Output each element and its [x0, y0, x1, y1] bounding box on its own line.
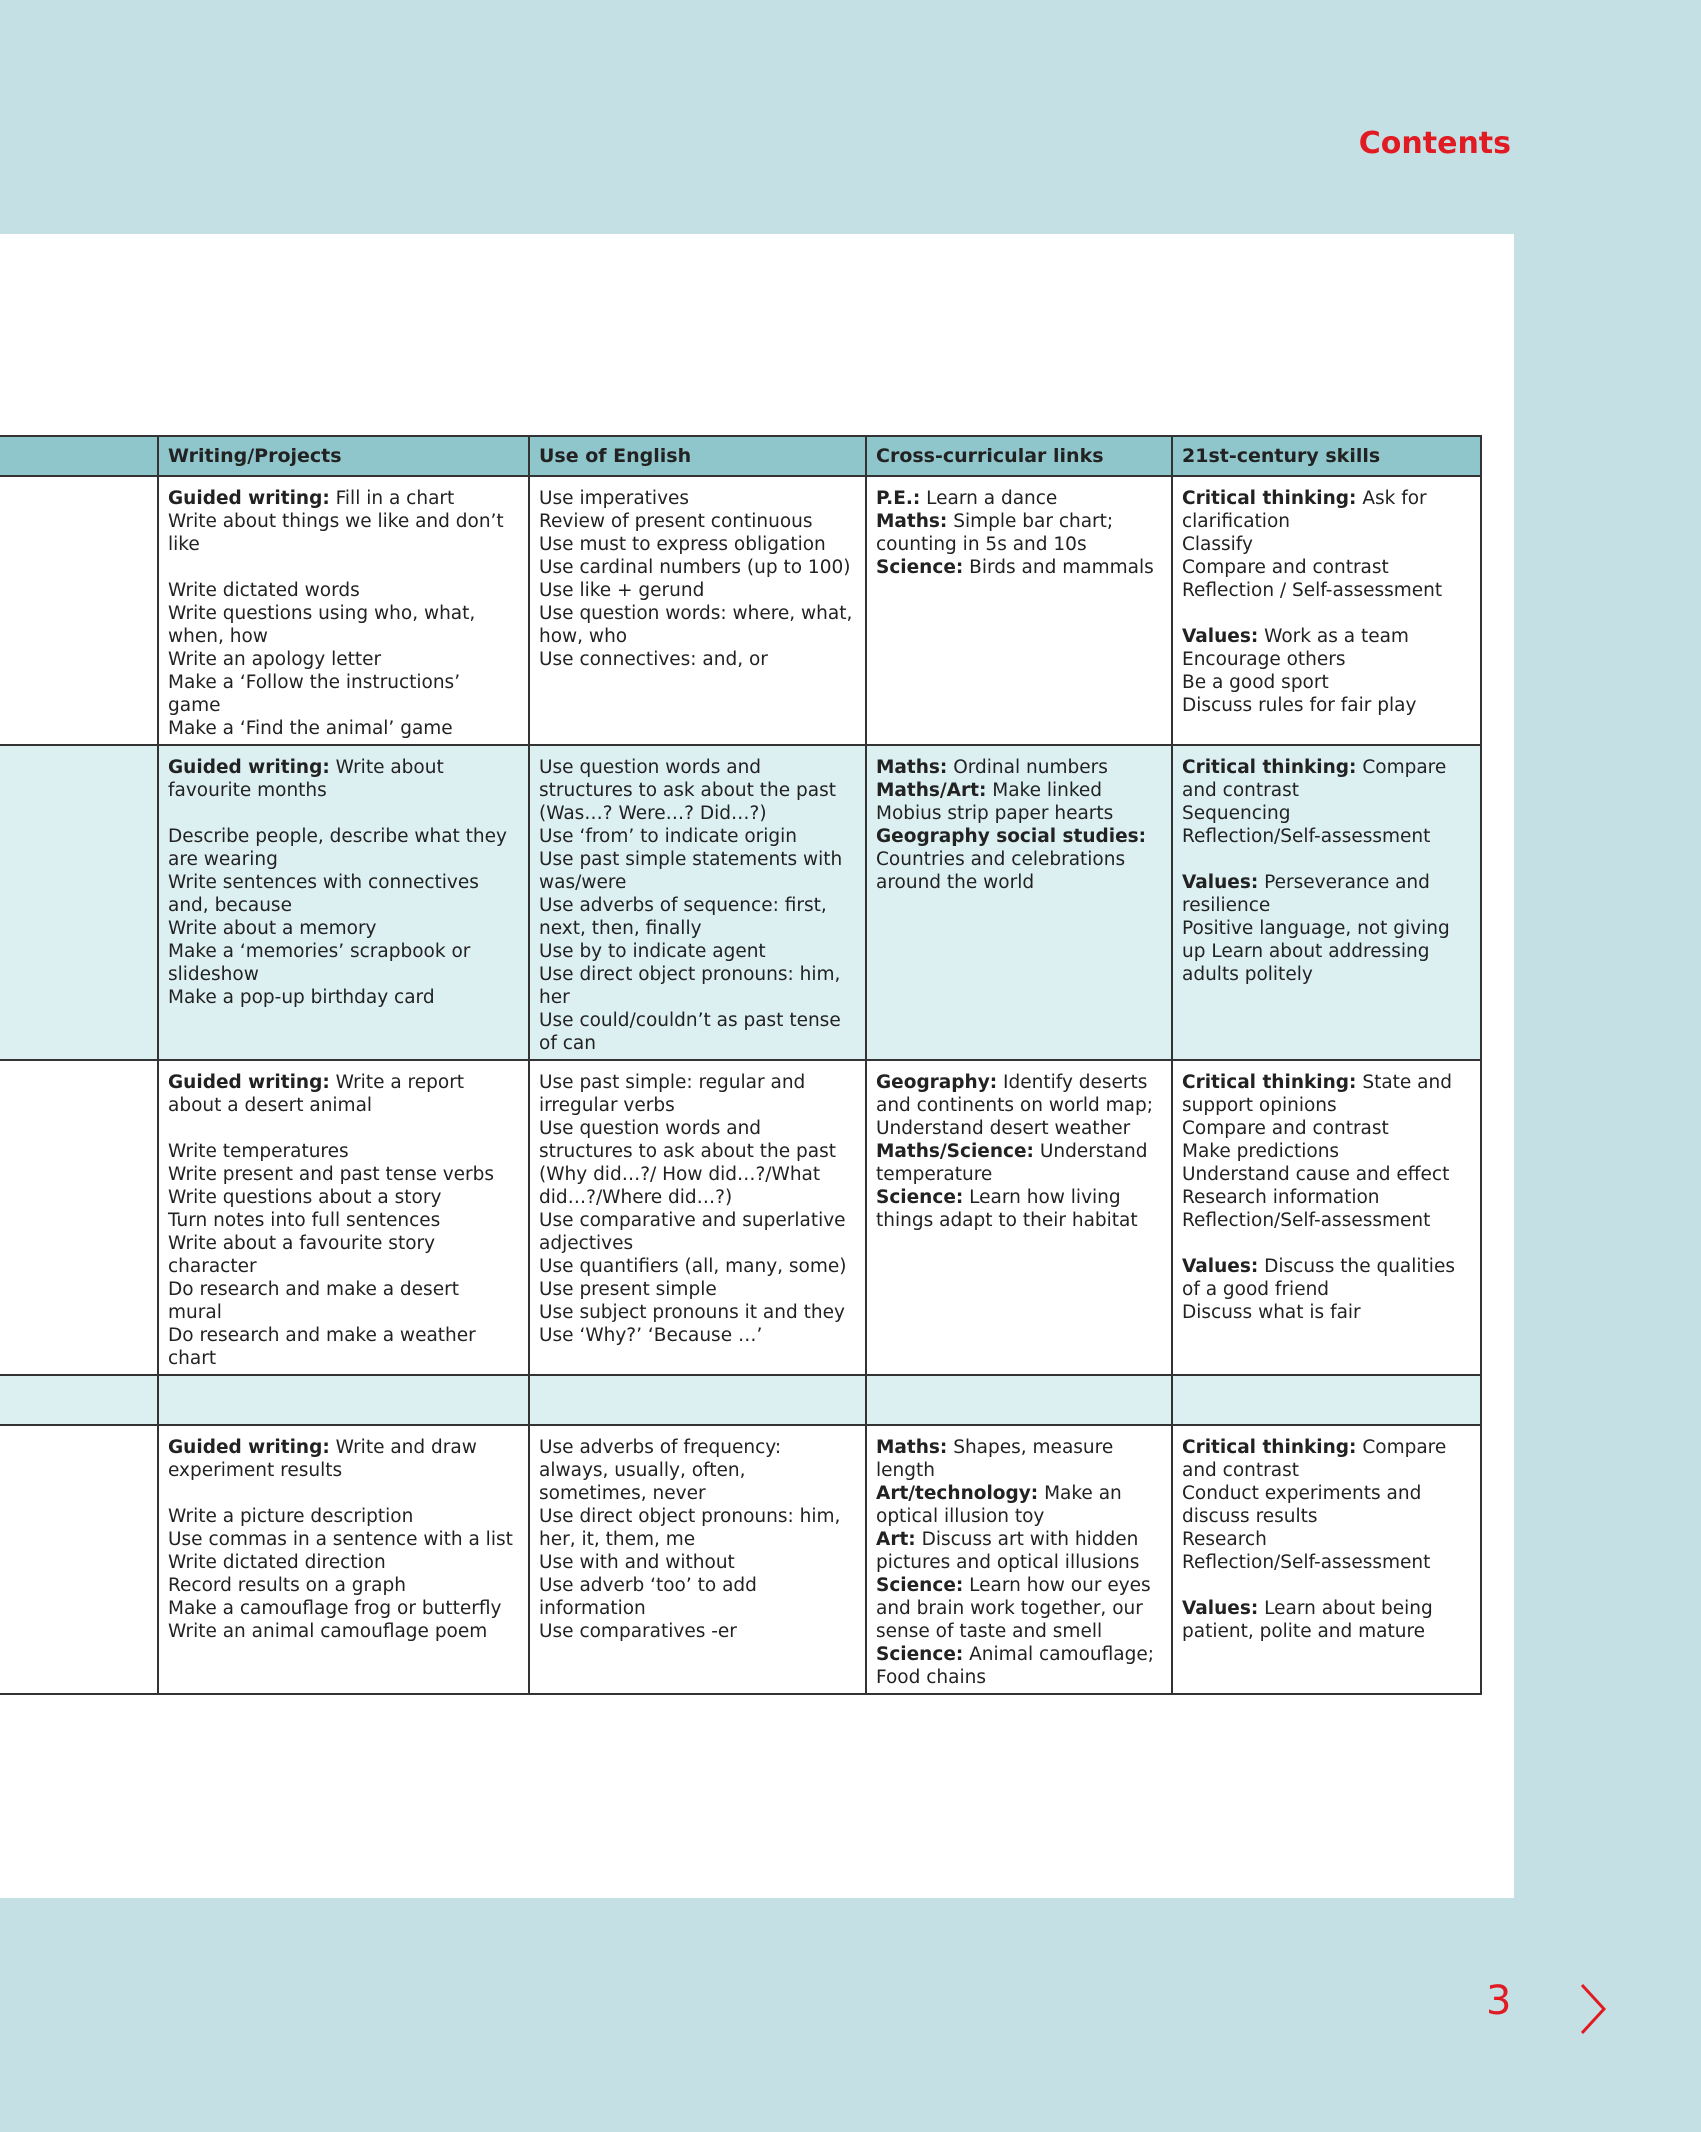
cell-line: [539, 1117, 855, 1209]
cell-line: [168, 1186, 518, 1209]
cell-line-text: Conduct experiments and discuss results: [1182, 1483, 1422, 1527]
cell-line-text: Shapes, measure length: [876, 1437, 1114, 1481]
cell-line-label: Guided writing:: [168, 488, 330, 509]
cell-line-label: Values:: [1182, 872, 1259, 893]
cell-line-text: Use adverb ‘too’ to add information: [539, 1575, 757, 1619]
cell-line: [539, 1071, 855, 1117]
cell-line-text: Reflection / Self-assessment: [1182, 580, 1443, 601]
cell-line-text: Use question words and structures to ask about the past (Why did…?/ How did…?/What did…?/Where did…?): [539, 1118, 836, 1208]
cell-line: [539, 487, 855, 510]
cell-use-of-english: [529, 1375, 866, 1425]
cell-line-text: Use connectives: and, or: [539, 649, 768, 670]
cell-line-text: Use could/couldn’t as past tense of can: [539, 1010, 841, 1054]
cell-line: [1182, 1301, 1470, 1324]
cell-line-text: Reflection/Self-assessment: [1182, 1552, 1431, 1573]
cell-line-text: Learn about being patient, polite and mature: [1182, 1598, 1433, 1642]
cell-line-text: Perseverance and resilience: [1182, 872, 1430, 916]
cell-line: [1182, 1163, 1470, 1186]
cell-line-text: Write a report about a desert animal: [168, 1072, 465, 1116]
header-cell-cross-curricular: Cross-curricular links: [866, 436, 1172, 476]
cell-line: [1182, 487, 1470, 533]
cell-line-label: Art:: [876, 1529, 916, 1550]
cell-line-text: Learn how our eyes and brain work together, our sense of taste and smell: [876, 1575, 1151, 1642]
cell-line-text: Understand temperature: [876, 1141, 1148, 1185]
cell-cross-curricular: [866, 1425, 1172, 1694]
cell-line: [168, 671, 518, 717]
cell-line-text: Use past simple: regular and irregular verbs: [539, 1072, 806, 1116]
cell-line: [539, 1436, 855, 1505]
cell-line: [168, 756, 518, 802]
header-cell-unit: [0, 436, 158, 476]
cell-line-text: Write about a memory: [168, 918, 377, 939]
chevron-right-icon: [1578, 1982, 1608, 2036]
cell-line: [876, 779, 1161, 825]
cell-line-label: Science:: [876, 1644, 964, 1665]
cell-line-text: Encourage others: [1182, 649, 1346, 670]
cell-line: [876, 1528, 1161, 1574]
cell-line: [539, 1551, 855, 1574]
cell-line-text: Make a camouflage frog or butterfly: [168, 1598, 502, 1619]
cell-unit: [0, 476, 158, 745]
cell-line-text: Use ‘from’ to indicate origin: [539, 826, 798, 847]
page-number: 3: [1486, 1978, 1512, 2024]
cell-line-text: Use ‘Why?’ ‘Because …’: [539, 1325, 763, 1346]
cell-line-label: Maths:: [876, 757, 948, 778]
cell-line-text: Write a picture description: [168, 1506, 414, 1527]
cell-line: [876, 556, 1161, 579]
cell-line-text: Simple bar chart; counting in 5s and 10s: [876, 511, 1114, 555]
cell-line-text: Make a ‘memories’ scrapbook or slideshow: [168, 941, 471, 985]
cell-line: [539, 1278, 855, 1301]
cell-line: [168, 940, 518, 986]
cell-line: [1182, 1551, 1470, 1574]
cell-line-label: P.E.:: [876, 488, 921, 509]
table-row: [0, 1425, 1481, 1694]
line-gap: [1182, 1232, 1470, 1255]
cell-line: [1182, 1117, 1470, 1140]
cell-line-text: Compare and contrast: [1182, 757, 1447, 801]
cell-line: [168, 648, 518, 671]
cell-line: [539, 533, 855, 556]
cell-line: [876, 1643, 1161, 1689]
cell-line-label: Critical thinking:: [1182, 1072, 1357, 1093]
cell-line-text: Compare and contrast: [1182, 1437, 1447, 1481]
line-gap: [1182, 848, 1470, 871]
cell-line: [876, 510, 1161, 556]
cell-line: [168, 825, 518, 871]
cell-use-of-english: [529, 1060, 866, 1375]
table-body: [0, 476, 1481, 1694]
cell-line-text: Reflection/Self-assessment: [1182, 826, 1431, 847]
cell-skills: [1172, 745, 1481, 1060]
cell-line-text: Research information: [1182, 1187, 1380, 1208]
syllabus-table-wrap: [0, 435, 1482, 1695]
cell-writing-projects: [158, 1375, 529, 1425]
cell-line-label: Guided writing:: [168, 1072, 330, 1093]
cell-line-text: Reflection/Self-assessment: [1182, 1210, 1431, 1231]
cell-line-text: Write sentences with connectives and, because: [168, 872, 479, 916]
cell-line-label: Geography:: [876, 1072, 998, 1093]
cell-line: [539, 1324, 855, 1347]
cell-line: [539, 579, 855, 602]
header-cell-writing-projects: Writing/Projects: [158, 436, 529, 476]
cell-line-text: Use imperatives: [539, 488, 690, 509]
cell-line: [1182, 1528, 1470, 1551]
cell-line-text: Countries and celebrations around the world: [876, 849, 1126, 893]
cell-line: [1182, 671, 1470, 694]
cell-line: [539, 1301, 855, 1324]
cell-line: [1182, 1482, 1470, 1528]
cell-line-text: Write an apology letter: [168, 649, 382, 670]
cell-line-text: Make predictions: [1182, 1141, 1340, 1162]
cell-line-text: Use present simple: [539, 1279, 717, 1300]
cell-line-text: Write about favourite months: [168, 757, 444, 801]
cell-line: [876, 1436, 1161, 1482]
cell-line-text: Record results on a graph: [168, 1575, 406, 1596]
cell-line: [168, 1140, 518, 1163]
cell-line: [168, 986, 518, 1009]
cell-line: [1182, 756, 1470, 802]
next-page-button[interactable]: [1578, 1982, 1608, 2036]
cell-line: [1182, 533, 1470, 556]
cell-line: [168, 1163, 518, 1186]
cell-line: [1182, 694, 1470, 717]
cell-line: [876, 1140, 1161, 1186]
cell-line-text: Write about things we like and don’t like: [168, 511, 504, 555]
cell-line-label: Critical thinking:: [1182, 488, 1357, 509]
cell-line-text: Use past simple statements with was/were: [539, 849, 843, 893]
cell-line: [876, 1071, 1161, 1140]
cell-line-text: Compare and contrast: [1182, 557, 1389, 578]
cell-line: [1182, 625, 1470, 648]
cell-line: [539, 556, 855, 579]
cell-line-text: Write dictated words: [168, 580, 360, 601]
cell-line-text: Use question words and structures to ask about the past (Was…? Were…? Did…?): [539, 757, 836, 824]
cell-line: [876, 487, 1161, 510]
cell-cross-curricular: [866, 745, 1172, 1060]
cell-line-text: Learn a dance: [920, 488, 1058, 509]
cell-line: [168, 1551, 518, 1574]
cell-line-text: Sequencing: [1182, 803, 1291, 824]
cell-line: [539, 963, 855, 1009]
table-header-row: [0, 436, 1481, 476]
table-row: [0, 476, 1481, 745]
header-cell-use-of-english: Use of English: [529, 436, 866, 476]
cell-line-text: Use with and without: [539, 1552, 735, 1573]
line-gap: [168, 1482, 518, 1505]
cell-line-text: Do research and make a desert mural: [168, 1279, 459, 1323]
line-gap: [168, 802, 518, 825]
cell-line: [168, 1209, 518, 1232]
cell-line-text: Use subject pronouns it and they: [539, 1302, 845, 1323]
cell-line-text: Use direct object pronouns: him, her, it, them, me: [539, 1506, 841, 1550]
contents-link[interactable]: Contents: [1358, 126, 1511, 161]
table-row: [0, 745, 1481, 1060]
cell-line-text: Ask for clarification: [1182, 488, 1427, 532]
cell-line-text: Birds and mammals: [963, 557, 1154, 578]
cell-line-text: Use cardinal numbers (up to 100): [539, 557, 851, 578]
cell-line: [539, 848, 855, 894]
cell-line-label: Maths/Science:: [876, 1141, 1034, 1162]
cell-line: [168, 1505, 518, 1528]
cell-line: [168, 1232, 518, 1278]
cell-line-label: Science:: [876, 557, 964, 578]
line-gap: [1182, 1574, 1470, 1597]
cell-line: [876, 756, 1161, 779]
cell-line-text: Fill in a chart: [329, 488, 455, 509]
cell-line-text: Discuss art with hidden pictures and optical illusions: [876, 1529, 1140, 1573]
table-row: [0, 1375, 1481, 1425]
cell-line: [1182, 1140, 1470, 1163]
cell-line: [168, 917, 518, 940]
cell-line: [168, 510, 518, 556]
cell-line-text: Write about a favourite story character: [168, 1233, 436, 1277]
cell-line-text: Turn notes into full sentences: [168, 1210, 441, 1231]
cell-line: [539, 602, 855, 648]
cell-line-text: Positive language, not giving up Learn about addressing adults politely: [1182, 918, 1450, 985]
cell-writing-projects: [158, 1060, 529, 1375]
cell-unit: [0, 1060, 158, 1375]
cell-line: [539, 825, 855, 848]
cell-line-label: Guided writing:: [168, 757, 330, 778]
cell-writing-projects: [158, 1425, 529, 1694]
cell-line-text: Use must to express obligation: [539, 534, 826, 555]
line-gap: [168, 556, 518, 579]
cell-skills: [1172, 1425, 1481, 1694]
cell-line: [168, 1528, 518, 1551]
cell-line-label: Art/technology:: [876, 1483, 1039, 1504]
cell-line: [876, 1482, 1161, 1528]
cell-line: [168, 1071, 518, 1117]
cell-line-text: Use quantifiers (all, many, some): [539, 1256, 847, 1277]
cell-line-text: Describe people, describe what they are wearing: [168, 826, 507, 870]
line-gap: [168, 1117, 518, 1140]
syllabus-table: [0, 435, 1482, 1695]
cell-line: [168, 1324, 518, 1370]
cell-line: [168, 579, 518, 602]
cell-cross-curricular: [866, 476, 1172, 745]
cell-line: [539, 756, 855, 825]
cell-cross-curricular: [866, 1060, 1172, 1375]
cell-line-text: Make an optical illusion toy: [876, 1483, 1122, 1527]
cell-line: [168, 602, 518, 648]
cell-line: [539, 1255, 855, 1278]
cell-line-text: Use comparative and superlative adjectives: [539, 1210, 846, 1254]
cell-line: [1182, 1597, 1470, 1643]
cell-line-text: Write present and past tense verbs: [168, 1164, 495, 1185]
cell-line: [168, 1436, 518, 1482]
cell-line: [539, 940, 855, 963]
cell-line-text: Work as a team: [1258, 626, 1409, 647]
cell-line-text: Make a pop-up birthday card: [168, 987, 435, 1008]
cell-line-text: Learn how living things adapt to their habitat: [876, 1187, 1138, 1231]
cell-line-label: Geography social studies:: [876, 826, 1147, 847]
header-cell-21st-century-skills: 21st-century skills: [1172, 436, 1481, 476]
cell-line-label: Values:: [1182, 1256, 1259, 1277]
cell-use-of-english: [529, 745, 866, 1060]
cell-line: [876, 1186, 1161, 1232]
cell-line: [876, 1574, 1161, 1643]
cell-line: [1182, 1209, 1470, 1232]
cell-line: [539, 648, 855, 671]
cell-line: [1182, 1255, 1470, 1301]
cell-skills: [1172, 1375, 1481, 1425]
cell-line-text: Write and draw experiment results: [168, 1437, 477, 1481]
cell-line-text: Use adverbs of sequence: first, next, then, finally: [539, 895, 827, 939]
cell-line-text: Review of present continuous: [539, 511, 813, 532]
cell-line: [1182, 1436, 1470, 1482]
cell-line-label: Critical thinking:: [1182, 757, 1357, 778]
cell-line-text: Write dictated direction: [168, 1552, 386, 1573]
cell-line: [1182, 579, 1470, 602]
cell-line-text: Use comparatives -er: [539, 1621, 737, 1642]
cell-line-text: Make a ‘Find the animal’ game: [168, 718, 453, 739]
cell-line-text: Ordinal numbers: [947, 757, 1108, 778]
cell-line-text: Write questions about a story: [168, 1187, 442, 1208]
cell-line-text: Use by to indicate agent: [539, 941, 766, 962]
line-gap: [1182, 602, 1470, 625]
cell-line: [876, 825, 1161, 894]
cell-line-text: Write temperatures: [168, 1141, 349, 1162]
cell-line-text: Do research and make a weather chart: [168, 1325, 476, 1369]
cell-line-text: State and support opinions: [1182, 1072, 1452, 1116]
cell-line: [1182, 825, 1470, 848]
cell-line-text: Use direct object pronouns: him, her: [539, 964, 841, 1008]
cell-line: [1182, 648, 1470, 671]
cell-line-text: Compare and contrast: [1182, 1118, 1389, 1139]
cell-unit: [0, 1375, 158, 1425]
cell-line: [1182, 1071, 1470, 1117]
cell-unit: [0, 745, 158, 1060]
cell-line: [168, 1278, 518, 1324]
cell-line-text: Use like + gerund: [539, 580, 705, 601]
cell-line-label: Values:: [1182, 1598, 1259, 1619]
cell-line: [539, 1505, 855, 1551]
cell-line: [168, 1574, 518, 1597]
cell-line-text: Discuss rules for fair play: [1182, 695, 1417, 716]
cell-line-text: Make a ‘Follow the instructions’ game: [168, 672, 461, 716]
cell-line-text: Use adverbs of frequency: always, usually, often, sometimes, never: [539, 1437, 782, 1504]
cell-writing-projects: [158, 476, 529, 745]
cell-line-text: Use commas in a sentence with a list: [168, 1529, 513, 1550]
cell-unit: [0, 1425, 158, 1694]
cell-line-label: Science:: [876, 1575, 964, 1596]
cell-line-label: Values:: [1182, 626, 1259, 647]
cell-line-text: Identify deserts and continents on world map; Understand desert weather: [876, 1072, 1153, 1139]
cell-line: [1182, 1186, 1470, 1209]
cell-line-label: Science:: [876, 1187, 964, 1208]
cell-line: [1182, 871, 1470, 917]
cell-line: [1182, 917, 1470, 986]
cell-line-text: Write questions using who, what, when, how: [168, 603, 476, 647]
cell-skills: [1172, 1060, 1481, 1375]
cell-line-text: Be a good sport: [1182, 672, 1329, 693]
cell-line-text: Discuss the qualities of a good friend: [1182, 1256, 1455, 1300]
cell-use-of-english: [529, 1425, 866, 1694]
cell-line: [539, 1209, 855, 1255]
cell-line-text: Understand cause and effect: [1182, 1164, 1450, 1185]
cell-line-text: Animal camouflage; Food chains: [876, 1644, 1154, 1688]
cell-cross-curricular: [866, 1375, 1172, 1425]
cell-line: [168, 1620, 518, 1643]
cell-writing-projects: [158, 745, 529, 1060]
cell-line: [539, 1620, 855, 1643]
cell-line: [539, 894, 855, 940]
cell-line-text: Make linked Mobius strip paper hearts: [876, 780, 1114, 824]
cell-line-label: Critical thinking:: [1182, 1437, 1357, 1458]
cell-line: [539, 1009, 855, 1055]
cell-line-label: Maths/Art:: [876, 780, 987, 801]
cell-line: [539, 510, 855, 533]
cell-line-text: Classify: [1182, 534, 1253, 555]
cell-line: [539, 1574, 855, 1620]
cell-line-label: Maths:: [876, 1437, 948, 1458]
cell-line: [1182, 802, 1470, 825]
cell-line: [1182, 556, 1470, 579]
cell-line: [168, 1597, 518, 1620]
cell-line: [168, 717, 518, 740]
cell-line: [168, 871, 518, 917]
cell-line-text: Write an animal camouflage poem: [168, 1621, 488, 1642]
cell-use-of-english: [529, 476, 866, 745]
cell-line-label: Guided writing:: [168, 1437, 330, 1458]
cell-line-text: Research: [1182, 1529, 1267, 1550]
cell-line-text: Discuss what is fair: [1182, 1302, 1361, 1323]
cell-line: [168, 487, 518, 510]
cell-skills: [1172, 476, 1481, 745]
cell-line-label: Maths:: [876, 511, 948, 532]
cell-line-text: Use question words: where, what, how, who: [539, 603, 853, 647]
table-row: [0, 1060, 1481, 1375]
